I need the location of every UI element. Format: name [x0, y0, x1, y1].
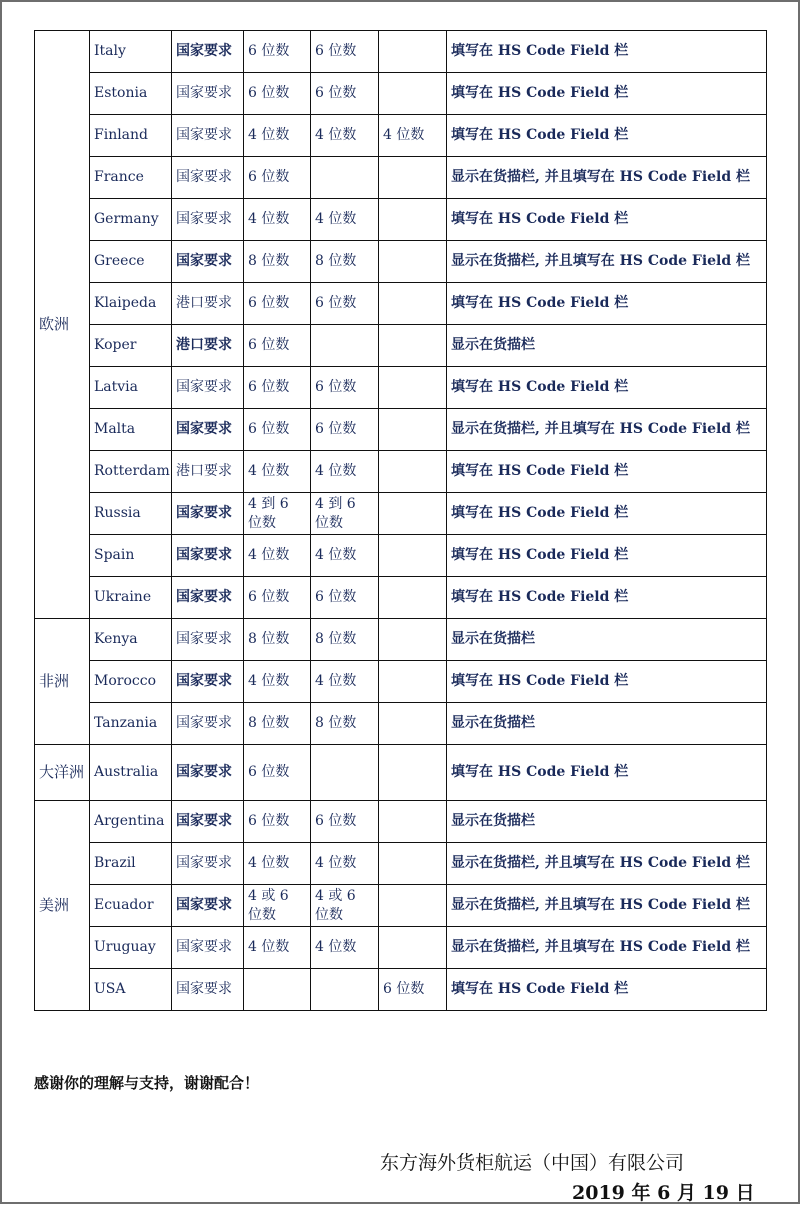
requirement-cell: 国家要求 — [172, 409, 244, 451]
requirement-cell: 国家要求 — [172, 703, 244, 745]
digits-cell-1: 4 到 6 位数 — [244, 493, 311, 535]
digits-cell-3 — [379, 493, 447, 535]
table-row — [35, 73, 767, 115]
digits-cell-1: 6 位数 — [244, 325, 311, 367]
country-cell: Ukraine — [90, 577, 172, 619]
note-cell: 显示在货描栏, 并且填写在 HS Code Field 栏 — [447, 157, 767, 199]
country-cell: Argentina — [90, 801, 172, 843]
digits-cell-2: 6 位数 — [311, 801, 379, 843]
note-cell: 显示在货描栏, 并且填写在 HS Code Field 栏 — [447, 927, 767, 969]
note-cell: 填写在 HS Code Field 栏 — [447, 115, 767, 157]
table-row — [35, 493, 767, 535]
digits-cell-1: 6 位数 — [244, 367, 311, 409]
requirement-cell: 港口要求 — [172, 451, 244, 493]
table-row — [35, 703, 767, 745]
note-cell: 显示在货描栏 — [447, 703, 767, 745]
digits-cell-2: 8 位数 — [311, 241, 379, 283]
table-row — [35, 535, 767, 577]
digits-cell-1: 4 或 6 位数 — [244, 885, 311, 927]
requirement-cell: 国家要求 — [172, 745, 244, 801]
digits-cell-2 — [311, 969, 379, 1011]
requirement-cell: 港口要求 — [172, 325, 244, 367]
table-row — [35, 409, 767, 451]
hs-code-table — [34, 30, 767, 1011]
table-row — [35, 283, 767, 325]
region-cell: 大洋洲 — [35, 745, 90, 801]
digits-cell-2: 8 位数 — [311, 619, 379, 661]
digits-cell-2: 4 位数 — [311, 451, 379, 493]
requirement-cell: 国家要求 — [172, 241, 244, 283]
requirement-cell: 国家要求 — [172, 843, 244, 885]
digits-cell-2 — [311, 325, 379, 367]
table-row — [35, 367, 767, 409]
requirement-cell: 港口要求 — [172, 283, 244, 325]
digits-cell-3 — [379, 199, 447, 241]
digits-cell-1: 6 位数 — [244, 157, 311, 199]
table-row — [35, 577, 767, 619]
digits-cell-2: 6 位数 — [311, 73, 379, 115]
digits-cell-2 — [311, 745, 379, 801]
country-cell: Brazil — [90, 843, 172, 885]
country-cell: Italy — [90, 31, 172, 73]
requirement-cell: 国家要求 — [172, 73, 244, 115]
table-row — [35, 745, 767, 801]
digits-cell-1: 4 位数 — [244, 199, 311, 241]
note-cell: 显示在货描栏 — [447, 619, 767, 661]
digits-cell-3 — [379, 73, 447, 115]
note-cell: 显示在货描栏, 并且填写在 HS Code Field 栏 — [447, 843, 767, 885]
table-row — [35, 843, 767, 885]
country-cell: Ecuador — [90, 885, 172, 927]
note-cell: 填写在 HS Code Field 栏 — [447, 493, 767, 535]
country-cell: Klaipeda — [90, 283, 172, 325]
digits-cell-2: 6 位数 — [311, 577, 379, 619]
note-cell: 填写在 HS Code Field 栏 — [447, 283, 767, 325]
requirement-cell: 国家要求 — [172, 115, 244, 157]
table-row — [35, 325, 767, 367]
digits-cell-1: 4 位数 — [244, 843, 311, 885]
note-cell: 填写在 HS Code Field 栏 — [447, 535, 767, 577]
digits-cell-1: 6 位数 — [244, 745, 311, 801]
digits-cell-3 — [379, 409, 447, 451]
note-cell: 填写在 HS Code Field 栏 — [447, 451, 767, 493]
digits-cell-3 — [379, 843, 447, 885]
digits-cell-3 — [379, 661, 447, 703]
digits-cell-3 — [379, 619, 447, 661]
digits-cell-3 — [379, 451, 447, 493]
country-cell: Rotterdam — [90, 451, 172, 493]
table-row — [35, 885, 767, 927]
country-cell: Koper — [90, 325, 172, 367]
digits-cell-2: 6 位数 — [311, 31, 379, 73]
thanks-note: 感谢你的理解与支持，谢谢配合！ — [34, 1074, 260, 1092]
digits-cell-2: 8 位数 — [311, 703, 379, 745]
country-cell: Finland — [90, 115, 172, 157]
note-cell: 显示在货描栏 — [447, 801, 767, 843]
country-cell: Malta — [90, 409, 172, 451]
note-cell: 填写在 HS Code Field 栏 — [447, 31, 767, 73]
digits-cell-2 — [311, 157, 379, 199]
digits-cell-3 — [379, 801, 447, 843]
note-cell: 显示在货描栏 — [447, 325, 767, 367]
digits-cell-1: 4 位数 — [244, 451, 311, 493]
digits-cell-1: 4 位数 — [244, 115, 311, 157]
digits-cell-1: 6 位数 — [244, 73, 311, 115]
requirement-cell: 国家要求 — [172, 927, 244, 969]
note-cell: 填写在 HS Code Field 栏 — [447, 969, 767, 1011]
digits-cell-3 — [379, 703, 447, 745]
requirement-cell: 国家要求 — [172, 493, 244, 535]
digits-cell-3 — [379, 885, 447, 927]
table-row — [35, 115, 767, 157]
country-cell: Tanzania — [90, 703, 172, 745]
country-cell: Estonia — [90, 73, 172, 115]
country-cell: Kenya — [90, 619, 172, 661]
requirement-cell: 国家要求 — [172, 535, 244, 577]
note-cell: 填写在 HS Code Field 栏 — [447, 661, 767, 703]
requirement-cell: 国家要求 — [172, 157, 244, 199]
requirement-cell: 国家要求 — [172, 885, 244, 927]
table-row — [35, 619, 767, 661]
country-cell: Uruguay — [90, 927, 172, 969]
digits-cell-2: 4 位数 — [311, 661, 379, 703]
digits-cell-2: 4 位数 — [311, 199, 379, 241]
digits-cell-1: 4 位数 — [244, 661, 311, 703]
requirement-cell: 国家要求 — [172, 969, 244, 1011]
requirement-cell: 国家要求 — [172, 661, 244, 703]
country-cell: France — [90, 157, 172, 199]
requirement-cell: 国家要求 — [172, 31, 244, 73]
country-cell: Latvia — [90, 367, 172, 409]
note-cell: 填写在 HS Code Field 栏 — [447, 73, 767, 115]
digits-cell-3 — [379, 927, 447, 969]
region-cell: 美洲 — [35, 801, 90, 1011]
digits-cell-3 — [379, 325, 447, 367]
digits-cell-2: 4 位数 — [311, 843, 379, 885]
digits-cell-3 — [379, 745, 447, 801]
table-row — [35, 451, 767, 493]
table-row — [35, 801, 767, 843]
digits-cell-2: 4 位数 — [311, 115, 379, 157]
digits-cell-3 — [379, 535, 447, 577]
digits-cell-3 — [379, 367, 447, 409]
digits-cell-2: 6 位数 — [311, 283, 379, 325]
digits-cell-2: 6 位数 — [311, 409, 379, 451]
table-row — [35, 661, 767, 703]
table-row — [35, 927, 767, 969]
digits-cell-2: 4 或 6 位数 — [311, 885, 379, 927]
table-row — [35, 31, 767, 73]
note-cell: 填写在 HS Code Field 栏 — [447, 577, 767, 619]
requirement-cell: 国家要求 — [172, 619, 244, 661]
digits-cell-3 — [379, 157, 447, 199]
note-cell: 填写在 HS Code Field 栏 — [447, 199, 767, 241]
country-cell: Greece — [90, 241, 172, 283]
table-row — [35, 969, 767, 1011]
table-row — [35, 199, 767, 241]
table-row — [35, 241, 767, 283]
digits-cell-3 — [379, 241, 447, 283]
digits-cell-1: 6 位数 — [244, 409, 311, 451]
region-cell: 非洲 — [35, 619, 90, 745]
digits-cell-1 — [244, 969, 311, 1011]
digits-cell-1: 6 位数 — [244, 31, 311, 73]
digits-cell-2: 4 到 6 位数 — [311, 493, 379, 535]
note-cell: 显示在货描栏, 并且填写在 HS Code Field 栏 — [447, 885, 767, 927]
digits-cell-1: 6 位数 — [244, 577, 311, 619]
country-cell: Germany — [90, 199, 172, 241]
digits-cell-3 — [379, 577, 447, 619]
region-cell: 欧洲 — [35, 31, 90, 619]
country-cell: Australia — [90, 745, 172, 801]
country-cell: Russia — [90, 493, 172, 535]
country-cell: Morocco — [90, 661, 172, 703]
digits-cell-2: 4 位数 — [311, 535, 379, 577]
digits-cell-2: 6 位数 — [311, 367, 379, 409]
table-row — [35, 157, 767, 199]
digits-cell-1: 6 位数 — [244, 283, 311, 325]
requirement-cell: 国家要求 — [172, 199, 244, 241]
digits-cell-1: 8 位数 — [244, 619, 311, 661]
digits-cell-1: 4 位数 — [244, 927, 311, 969]
digits-cell-3 — [379, 283, 447, 325]
company-name: 东方海外货柜航运（中国）有限公司 — [380, 1152, 685, 1174]
requirement-cell: 国家要求 — [172, 367, 244, 409]
digits-cell-1: 4 位数 — [244, 535, 311, 577]
digits-cell-3: 4 位数 — [379, 115, 447, 157]
digits-cell-3: 6 位数 — [379, 969, 447, 1011]
requirement-cell: 国家要求 — [172, 577, 244, 619]
digits-cell-3 — [379, 31, 447, 73]
document-date: 2019 年 6 月 19 日 — [572, 1182, 755, 1204]
country-cell: Spain — [90, 535, 172, 577]
digits-cell-2: 4 位数 — [311, 927, 379, 969]
country-cell: USA — [90, 969, 172, 1011]
digits-cell-1: 8 位数 — [244, 241, 311, 283]
note-cell: 显示在货描栏, 并且填写在 HS Code Field 栏 — [447, 409, 767, 451]
requirement-cell: 国家要求 — [172, 801, 244, 843]
note-cell: 填写在 HS Code Field 栏 — [447, 367, 767, 409]
note-cell: 显示在货描栏, 并且填写在 HS Code Field 栏 — [447, 241, 767, 283]
note-cell: 填写在 HS Code Field 栏 — [447, 745, 767, 801]
digits-cell-1: 8 位数 — [244, 703, 311, 745]
digits-cell-1: 6 位数 — [244, 801, 311, 843]
